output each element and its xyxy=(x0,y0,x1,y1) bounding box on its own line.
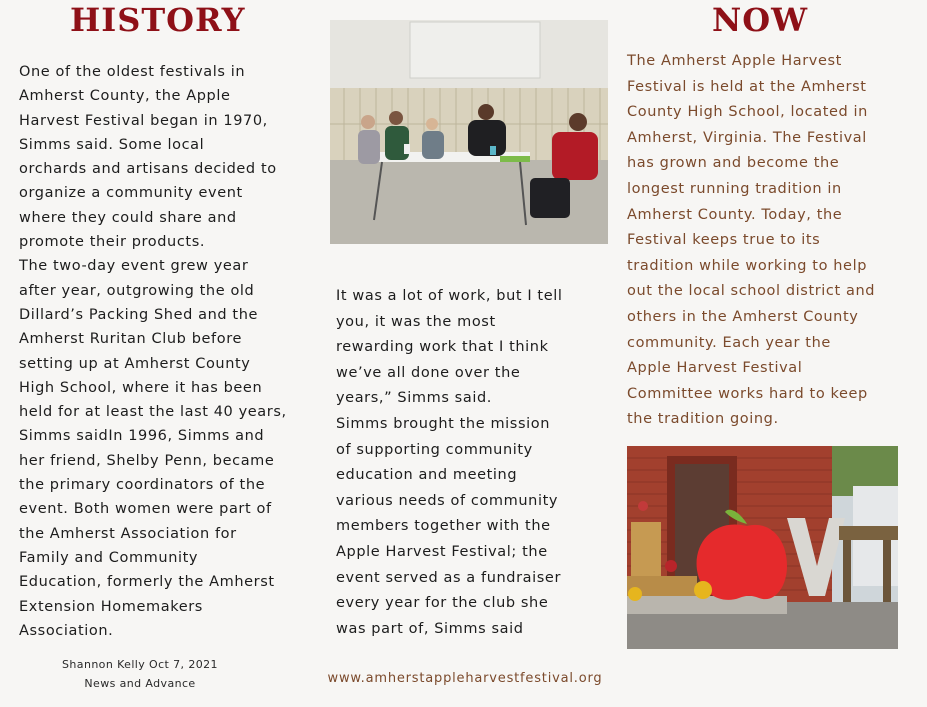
publication-credit: News and Advance xyxy=(84,677,196,690)
website-url[interactable]: www.amherstappleharvestfestival.org xyxy=(327,671,603,686)
author-credit: Shannon Kelly Oct 7, 2021 xyxy=(62,658,218,671)
history-heading: HISTORY xyxy=(70,1,246,39)
now-heading: NOW xyxy=(712,1,809,39)
meeting-photo xyxy=(330,20,608,244)
now-body-text: The Amherst Apple Harvest Festival is held at the Amherst County High School, located in Amherst, Virginia. The Festival has grown and become the longest running tradition in Amherst County. Today, the Festival keeps true to its tradition while working to help out the local school district and others in the Amherst County community. Each year the Apple Harvest Festival Committee works hard to keep the tradition going. xyxy=(627,53,876,428)
apple-display-photo xyxy=(627,446,898,649)
history-body-text: One of the oldest festivals in Amherst County, the Apple Harvest Festival began in 1970, Simms said. Some local orchards and artisans decided to organize a community event where they could share and promote their products. The two-day event grew year after year, outgrowing the old Dillard’s Packing Shed and the Amherst Ruritan Club before setting up at Amherst County High School, where it has been held for at least the last 40 years, Simms saidIn 1996, Simms and her friend, Shelby Penn, became the primary coordinators of the event. Both women were part of the Amherst Association for Family and Community Education, formerly the Amherst Extension Homemakers Association. xyxy=(19,64,287,639)
middle-quote-text: It was a lot of work, but I tell you, it was the most rewarding work that I think we’ve all done over the years,” Simms said. Simms brought the mission of supporting community education and meeting various needs of community members together with the Apple Harvest Festival; the event served as a fundraiser every year for the club she was part of, Simms said xyxy=(336,288,563,637)
